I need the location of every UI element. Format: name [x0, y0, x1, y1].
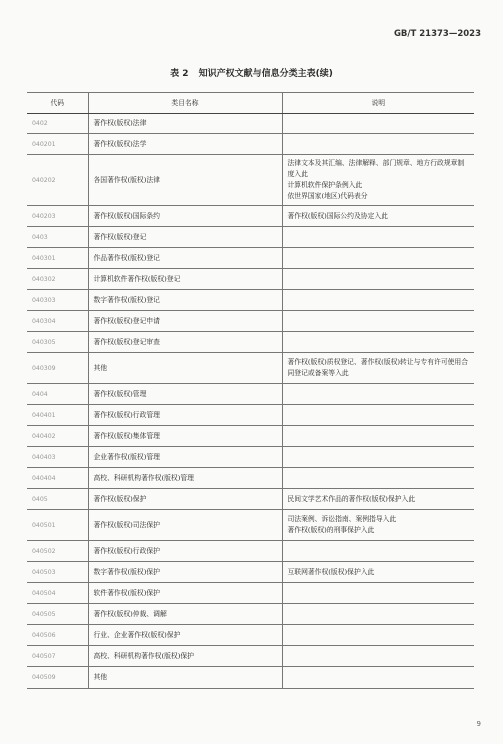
table-row — [27, 646, 474, 667]
row-notes — [282, 269, 474, 290]
row-code: 040201 — [27, 134, 88, 155]
table-row — [27, 290, 474, 311]
row-note-line: 民间文学艺术作品的著作权(版权)保护入此 — [287, 494, 416, 503]
row-code: 040501 — [27, 510, 88, 541]
row-code: 040305 — [27, 332, 88, 353]
row-notes — [282, 155, 474, 206]
row-notes — [282, 510, 474, 541]
row-category-name: 著作权(版权)集体管理 — [88, 426, 282, 447]
table-row — [27, 468, 474, 489]
row-code: 040504 — [27, 583, 88, 604]
row-note-line: 著作权(版权)的刑事保护入此 — [287, 526, 375, 534]
row-code: 0403 — [27, 227, 88, 248]
table-row — [27, 248, 474, 269]
row-notes — [282, 114, 474, 134]
table-title — [0, 66, 503, 79]
table-row — [27, 583, 474, 604]
column-header-notes: 说明 — [282, 93, 474, 114]
row-category-name: 各国著作权(版权)法律 — [88, 155, 282, 206]
table-row — [27, 625, 474, 646]
row-category-name: 著作权(版权)行政管理 — [88, 405, 282, 426]
row-notes — [282, 332, 474, 353]
table-row — [27, 134, 474, 155]
row-code: 040309 — [27, 353, 88, 384]
row-category-name: 著作权(版权)登记 — [88, 227, 282, 248]
row-code: 040302 — [27, 269, 88, 290]
row-category-name: 作品著作权(版权)登记 — [88, 248, 282, 269]
row-notes — [282, 311, 474, 332]
row-category-name: 高校、科研机构著作权(版权)保护 — [88, 646, 282, 667]
row-note-line: 司法案例、诉讼指南、案例指导入此 — [287, 515, 397, 523]
row-category-name: 数字著作权(版权)保护 — [88, 562, 282, 583]
row-code: 040401 — [27, 405, 88, 426]
table-row — [27, 667, 474, 689]
row-category-name: 数字著作权(版权)登记 — [88, 290, 282, 311]
row-code: 040402 — [27, 426, 88, 447]
table-title-number: 表 2 — [170, 69, 189, 79]
table-row — [27, 332, 474, 353]
table-row — [27, 447, 474, 468]
row-notes — [282, 667, 474, 689]
row-code: 040505 — [27, 604, 88, 625]
table-row — [27, 206, 474, 227]
row-category-name: 著作权(版权)行政保护 — [88, 541, 282, 562]
row-code: 040506 — [27, 625, 88, 646]
row-notes — [282, 206, 474, 227]
table-row — [27, 562, 474, 583]
row-notes — [282, 468, 474, 489]
row-note-line: 著作权(版权)质权登记、著作权(版权)转让与专有许可使用合同登记或备案等入此 — [287, 358, 469, 377]
row-code: 0405 — [27, 489, 88, 510]
row-notes — [282, 562, 474, 583]
row-code: 040301 — [27, 248, 88, 269]
row-note-line: 著作权(版权)国际公约及协定入此 — [287, 211, 388, 220]
row-note-line: 互联网著作权(版权)保护入此 — [287, 567, 375, 576]
row-note-line: 计算机软件保护条例入此 — [287, 181, 363, 189]
row-notes — [282, 384, 474, 405]
table-row — [27, 269, 474, 290]
table-row — [27, 426, 474, 447]
row-code: 040403 — [27, 447, 88, 468]
row-code: 040404 — [27, 468, 88, 489]
row-category-name: 计算机软件著作权(版权)登记 — [88, 269, 282, 290]
row-category-name: 著作权(版权)法学 — [88, 134, 282, 155]
row-notes — [282, 541, 474, 562]
row-code: 040202 — [27, 155, 88, 206]
row-category-name: 其他 — [88, 353, 282, 384]
table-title-text: 知识产权文献与信息分类主表(续) — [198, 69, 333, 79]
row-notes — [282, 625, 474, 646]
row-notes — [282, 489, 474, 510]
table-header-row — [27, 93, 474, 114]
row-notes — [282, 604, 474, 625]
row-notes — [282, 646, 474, 667]
row-notes — [282, 248, 474, 269]
row-notes — [282, 583, 474, 604]
row-notes — [282, 353, 474, 384]
table-row — [27, 604, 474, 625]
table-row — [27, 353, 474, 384]
row-category-name: 著作权(版权)法律 — [88, 114, 282, 134]
row-code: 0404 — [27, 384, 88, 405]
row-category-name: 企业著作权(版权)管理 — [88, 447, 282, 468]
row-code: 040503 — [27, 562, 88, 583]
row-notes — [282, 405, 474, 426]
table-row — [27, 227, 474, 248]
standard-number: GB/T 21373—2023 — [393, 29, 481, 39]
row-category-name: 高校、科研机构著作权(版权)管理 — [88, 468, 282, 489]
row-notes — [282, 227, 474, 248]
table-row — [27, 541, 474, 562]
page-number: 9 — [476, 720, 481, 728]
row-code: 040507 — [27, 646, 88, 667]
row-code: 0402 — [27, 114, 88, 134]
row-code: 040203 — [27, 206, 88, 227]
row-notes — [282, 290, 474, 311]
classification-table — [27, 92, 474, 689]
row-code: 040303 — [27, 290, 88, 311]
table-row — [27, 405, 474, 426]
row-category-name: 著作权(版权)保护 — [88, 489, 282, 510]
column-header-name: 类目名称 — [88, 93, 282, 114]
row-notes — [282, 134, 474, 155]
row-category-name: 著作权(版权)登记审查 — [88, 332, 282, 353]
table-body — [27, 114, 474, 689]
table-row — [27, 489, 474, 510]
column-header-code: 代码 — [27, 93, 88, 114]
row-category-name: 著作权(版权)国际条约 — [88, 206, 282, 227]
row-category-name: 著作权(版权)登记申请 — [88, 311, 282, 332]
row-category-name: 著作权(版权)司法保护 — [88, 510, 282, 541]
table-row — [27, 384, 474, 405]
table-row — [27, 510, 474, 541]
row-note-line: 依世界国家(地区)代码表分 — [287, 192, 368, 200]
row-code: 040509 — [27, 667, 88, 689]
row-notes — [282, 426, 474, 447]
row-category-name: 著作权(版权)仲裁、调解 — [88, 604, 282, 625]
row-code: 040502 — [27, 541, 88, 562]
row-category-name: 其他 — [88, 667, 282, 689]
table-row — [27, 114, 474, 134]
row-note-line: 法律文本及其汇编、法律解释、部门规章、地方行政规章制度入此 — [287, 159, 465, 178]
table-row — [27, 155, 474, 206]
row-code: 040304 — [27, 311, 88, 332]
row-category-name: 软件著作权(版权)保护 — [88, 583, 282, 604]
row-category-name: 行业、企业著作权(版权)保护 — [88, 625, 282, 646]
row-notes — [282, 447, 474, 468]
table-row — [27, 311, 474, 332]
row-category-name: 著作权(版权)管理 — [88, 384, 282, 405]
